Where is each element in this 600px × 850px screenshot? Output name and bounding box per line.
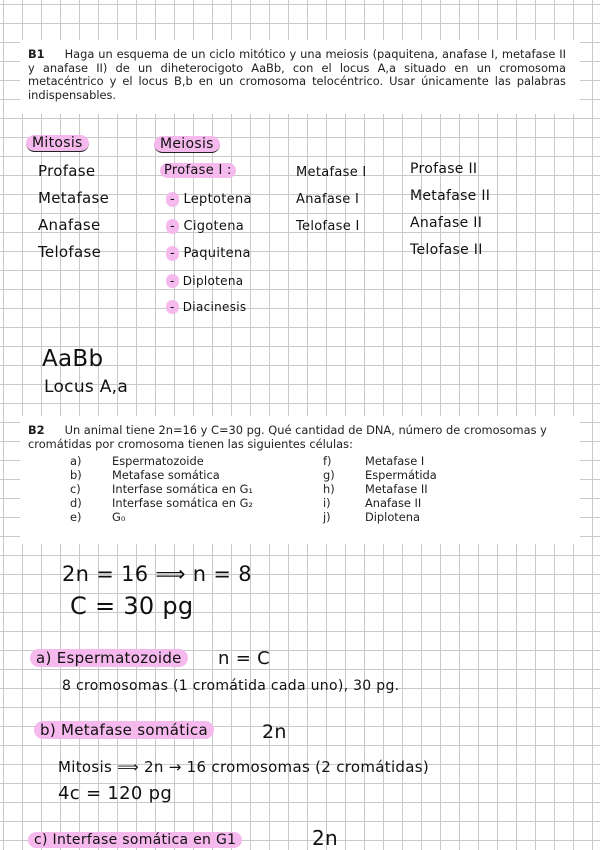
cell-list-right [323, 455, 437, 525]
answer-c-label: c) Interfase somática en G1 [28, 832, 242, 848]
answer-b-line2: 4c = 120 pg [58, 783, 173, 804]
meiosis-substage: - Paquitena [166, 246, 251, 261]
answer-b-label: b) Metafase somática [34, 721, 214, 739]
problem-b1-statement [28, 48, 566, 102]
problem-b2-box [20, 416, 580, 544]
list-item: g) Espermátida [323, 468, 437, 482]
notes-c-value-line: C = 30 pg [70, 592, 194, 620]
answer-b-ploidy: 2n [262, 721, 287, 743]
meiosis-phase-col2: Telofase I [296, 219, 360, 234]
meiosis-profase-label: Profase I : [160, 163, 236, 178]
answer-a-label: a) Espermatozoide [30, 649, 188, 667]
mitosis-phase: Telofase [38, 243, 102, 261]
answer-c-ploidy: 2n [312, 826, 339, 850]
list-item: b) Metafase somática [70, 468, 220, 482]
list-item: j) Diplotena [323, 510, 420, 524]
problem-b2-number: B2 [28, 423, 45, 437]
answer-a-formula: n = C [218, 648, 271, 669]
meiosis-substage: - Leptotena [166, 192, 252, 207]
meiosis-substage: - Cigotena [166, 219, 244, 234]
meiosis-phase-col3: Anafase II [410, 215, 483, 231]
answer-b-line1: Mitosis ⟹ 2n → 16 cromosomas (2 cromátidas) [58, 758, 430, 776]
list-item: f) Metafase I [323, 454, 425, 468]
list-item: h) Metafase II [323, 482, 428, 496]
problem-b2-statement [28, 424, 568, 451]
genotype-label: AaBb [42, 346, 104, 372]
meiosis-substage: - Diacinesis [166, 300, 246, 314]
problem-b1-text: Haga un esquema de un ciclo mitótico y una meiosis (paquitena, anafase I, metafase II y anafase II) de un diheterocigoto AaBb, con el locus A,a situado en un cromosoma metacéntrico y el locus B,b en un cromosoma telocéntrico. Usar únicamente las palabras indispensables. [28, 47, 566, 102]
meiosis-phase-col2: Anafase I [296, 192, 360, 207]
meiosis-phase-col3: Telofase II [410, 242, 483, 258]
meiosis-phase-col2: Metafase I [296, 165, 367, 180]
list-item: e) G₀ [70, 510, 126, 524]
notes-ploidy-line: 2n = 16 ⟹ n = 8 [62, 562, 252, 586]
locus-label: Locus A,a [44, 377, 129, 397]
answer-a-text: 8 cromosomas (1 cromátida cada uno), 30 pg. [62, 678, 400, 694]
problem-b1-box [20, 40, 580, 114]
mitosis-title: Mitosis [26, 135, 89, 152]
mitosis-phase: Metafase [38, 189, 110, 207]
list-item: d) Interfase somática en G₂ [70, 496, 254, 510]
list-item: c) Interfase somática en G₁ [70, 482, 254, 496]
problem-b1-number: B1 [28, 47, 45, 61]
meiosis-substage: - Diplotena [166, 274, 243, 288]
meiosis-phase-col3: Profase II [410, 161, 478, 177]
list-item: a) Espermatozoide [70, 454, 204, 468]
meiosis-title: Meiosis [154, 136, 220, 153]
mitosis-phase: Anafase [38, 216, 101, 234]
meiosis-phase-col3: Metafase II [410, 188, 491, 204]
cell-list-left [70, 455, 253, 525]
list-item: i) Anafase II [323, 496, 422, 510]
mitosis-phase: Profase [38, 162, 96, 180]
problem-b2-text: Un animal tiene 2n=16 y C=30 pg. Qué cantidad de DNA, número de cromosomas y cromátidas por cromosoma tienen las siguientes células: [28, 423, 547, 451]
